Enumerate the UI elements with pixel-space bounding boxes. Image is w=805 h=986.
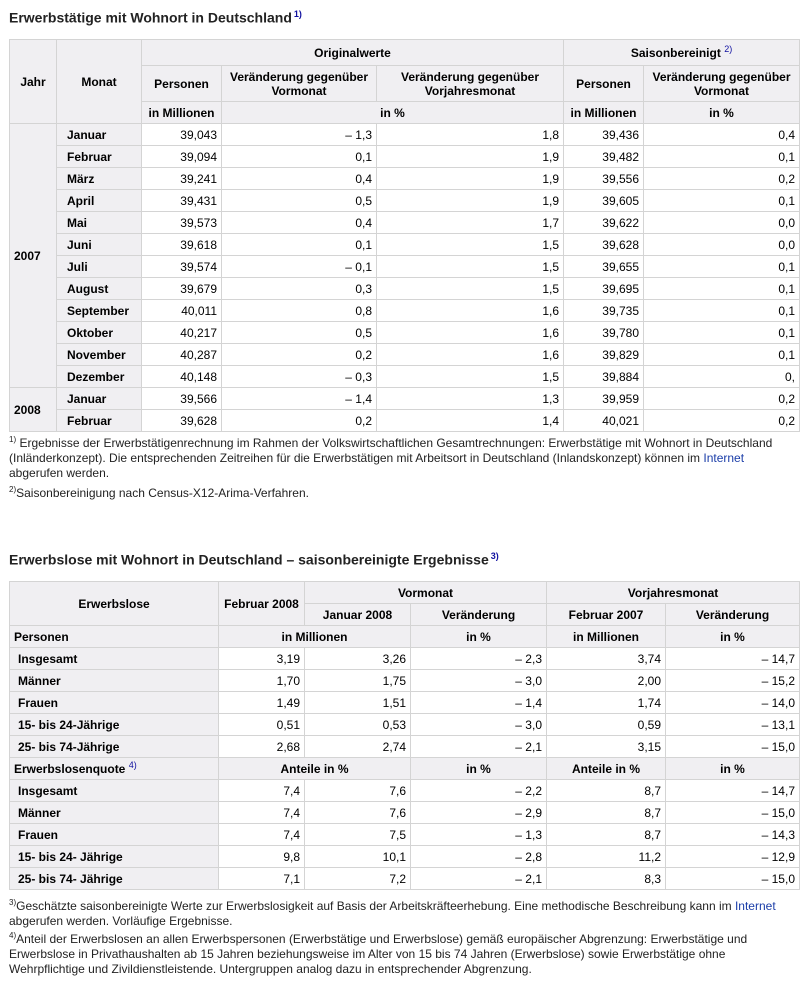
table-row [10,234,800,256]
cell-veraenderung-vorjahresmonat: – 12,9 [666,846,800,868]
cell-personen: 39,573 [142,212,222,234]
footnote-1-marker: 1) [9,435,17,444]
subheader-personen [10,626,800,648]
cell-februar-2008: 3,19 [219,648,305,670]
cell-februar-2007: 8,7 [547,802,666,824]
cell-personen-saisonbereinigt: 39,605 [564,190,644,212]
cell-februar-2007: 8,7 [547,824,666,846]
table-row [10,824,800,846]
cell-label: 25- bis 74-Jährige [10,736,219,758]
cell-veraenderung-saisonbereinigt: 0,0 [644,234,800,256]
header-saisonbereinigt-label: Saisonbereinigt [630,45,721,60]
section2-title-text: Erwerbslose mit Wohnort in Deutschland – saisonbereinigte Ergebnisse [9,551,489,568]
cell-veraenderung-vormonat: 0,2 [222,344,377,366]
cell-januar-2008: 7,2 [305,868,411,890]
cell-personen: 39,618 [142,234,222,256]
cell-veraenderung-vormonat: – 2,9 [411,802,547,824]
cell-veraenderung-saisonbereinigt: 0,1 [644,278,800,300]
cell-label: 15- bis 24- Jährige [10,846,219,868]
section2-title [9,551,499,568]
footnote-2 [9,486,799,501]
cell-januar-2008: 7,6 [305,802,411,824]
cell-monat: Januar [57,388,142,410]
cell-monat: März [57,168,142,190]
section1-title-footnote-marker: 1) [293,9,302,19]
subheader-erwerbslosenquote [10,758,800,780]
cell-personen-saisonbereinigt: 39,655 [564,256,644,278]
cell-februar-2008: 7,4 [219,824,305,846]
cell-februar-2008: 7,4 [219,802,305,824]
unit-prozent: in % [222,102,564,124]
unit-anteile-vorjahr: Anteile in % [547,758,666,780]
cell-februar-2008: 9,8 [219,846,305,868]
cell-personen-saisonbereinigt: 39,959 [564,388,644,410]
year-cell: 2008 [10,388,57,432]
employment-table [9,39,800,432]
cell-monat: Juni [57,234,142,256]
cell-januar-2008: 0,53 [305,714,411,736]
cell-veraenderung-vormonat: – 2,8 [411,846,547,868]
unit-prozent: in % [411,626,547,648]
footnote-3 [9,899,799,929]
cell-label: 25- bis 74- Jährige [10,868,219,890]
cell-monat: Oktober [57,322,142,344]
cell-februar-2008: 1,70 [219,670,305,692]
cell-personen: 39,628 [142,410,222,432]
cell-februar-2007: 8,3 [547,868,666,890]
cell-veraenderung-saisonbereinigt: 0,2 [644,410,800,432]
cell-veraenderung-vorjahresmonat: – 13,1 [666,714,800,736]
footnote-3-marker: 3) [9,898,17,907]
table-row [10,366,800,388]
cell-veraenderung-vormonat: – 1,3 [411,824,547,846]
cell-monat: Februar [57,146,142,168]
cell-veraenderung-vorjahresmonat: – 15,2 [666,670,800,692]
cell-veraenderung-vormonat: – 2,3 [411,648,547,670]
table-row [10,322,800,344]
cell-veraenderung-vormonat: – 3,0 [411,670,547,692]
cell-veraenderung-vorjahresmonat: – 15,0 [666,802,800,824]
cell-personen-saisonbereinigt: 39,628 [564,234,644,256]
cell-veraenderung-vorjahresmonat: 1,7 [377,212,564,234]
cell-veraenderung-saisonbereinigt: 0,1 [644,300,800,322]
cell-personen: 39,043 [142,124,222,146]
header-saisonbereinigt [564,40,800,66]
footnote-marker: 2) [724,43,733,54]
header-veraenderung-vormonat-saisonbereinigt: Veränderung gegenüber Vormonat [644,66,800,102]
cell-personen: 39,094 [142,146,222,168]
cell-monat: Juli [57,256,142,278]
unit-millionen-vorjahr: in Millionen [547,626,666,648]
cell-veraenderung-vorjahresmonat: 1,5 [377,234,564,256]
cell-monat: Mai [57,212,142,234]
header-personen: Personen [142,66,222,102]
cell-veraenderung-vorjahresmonat: – 14,0 [666,692,800,714]
cell-veraenderung-vorjahresmonat: – 14,7 [666,648,800,670]
cell-veraenderung-vormonat: 0,5 [222,322,377,344]
cell-personen: 40,287 [142,344,222,366]
cell-februar-2008: 2,68 [219,736,305,758]
footnote-1-text-end: abgerufen werden. [9,466,110,480]
cell-veraenderung-saisonbereinigt: 0, [644,366,800,388]
cell-veraenderung-vormonat: 0,8 [222,300,377,322]
header-februar-2007: Februar 2007 [547,604,666,626]
cell-januar-2008: 1,75 [305,670,411,692]
cell-veraenderung-vorjahresmonat: – 15,0 [666,736,800,758]
cell-personen-saisonbereinigt: 39,436 [564,124,644,146]
header-jahr: Jahr [10,40,57,124]
label-erwerbslosenquote [10,758,219,780]
unit-prozent: in % [411,758,547,780]
cell-veraenderung-vormonat: 0,2 [222,410,377,432]
cell-personen: 39,574 [142,256,222,278]
cell-personen: 39,431 [142,190,222,212]
table-row [10,410,800,432]
footnote-4-text: Anteil der Erwerbslosen an allen Erwerbspersonen (Erwerbstätige und Erwerbslose) gemäß europäischer Abgrenzung: Erwerbstätige und Erwerbslose in Privathaushalten ab 15 Jahren beziehungsweise im Alter von 15 bis 74 Jahren (Erwerbslose) sowie Erwerbstätige ohne Wehrpflichtige und Zivildienstleistende. Untergruppen analog dazu in entsprechender Abgrenzung. [9,932,748,976]
table-row [10,190,800,212]
cell-personen-saisonbereinigt: 40,021 [564,410,644,432]
footnote-3-text-end: abgerufen werden. Vorläufige Ergebnisse. [9,914,233,928]
cell-veraenderung-vorjahresmonat: – 14,3 [666,824,800,846]
cell-monat: Dezember [57,366,142,388]
cell-veraenderung-vorjahresmonat: 1,9 [377,168,564,190]
cell-label: Insgesamt [10,648,219,670]
cell-label: Männer [10,670,219,692]
year-cell: 2007 [10,124,57,388]
header-februar-2008: Februar 2008 [219,582,305,626]
header-personen-saisonbereinigt: Personen [564,66,644,102]
cell-veraenderung-saisonbereinigt: 0,2 [644,168,800,190]
cell-veraenderung-saisonbereinigt: 0,1 [644,190,800,212]
cell-februar-2007: 3,74 [547,648,666,670]
cell-veraenderung-vormonat: – 3,0 [411,714,547,736]
footnote-1 [9,436,799,481]
cell-veraenderung-vorjahresmonat: 1,6 [377,300,564,322]
table-row [10,692,800,714]
table-row [10,846,800,868]
cell-veraenderung-vorjahresmonat: 1,9 [377,190,564,212]
header-vorjahresmonat: Vorjahresmonat [547,582,800,604]
footnote-2-text: Saisonbereinigung nach Census-X12-Arima-Verfahren. [16,486,309,500]
cell-label: 15- bis 24-Jährige [10,714,219,736]
cell-januar-2008: 2,74 [305,736,411,758]
label-personen: Personen [10,626,219,648]
cell-veraenderung-saisonbereinigt: 0,1 [644,256,800,278]
table-row [10,714,800,736]
cell-januar-2008: 3,26 [305,648,411,670]
header-veraenderung-vormonat: Veränderung gegenüber Vormonat [222,66,377,102]
cell-januar-2008: 1,51 [305,692,411,714]
cell-monat: April [57,190,142,212]
cell-veraenderung-vormonat: – 1,4 [411,692,547,714]
table-row [10,780,800,802]
table-row [10,648,800,670]
cell-veraenderung-vormonat: 0,1 [222,146,377,168]
unit-prozent-vorjahr: in % [666,626,800,648]
table-row [10,146,800,168]
cell-veraenderung-saisonbereinigt: 0,4 [644,124,800,146]
table-row [10,802,800,824]
cell-januar-2008: 10,1 [305,846,411,868]
cell-veraenderung-vorjahresmonat: 1,9 [377,146,564,168]
header-veraenderung-vorjahresmonat: Veränderung gegenüber Vorjahresmonat [377,66,564,102]
header-veraenderung-vorjahresmonat: Veränderung [666,604,800,626]
cell-februar-2007: 0,59 [547,714,666,736]
cell-personen-saisonbereinigt: 39,829 [564,344,644,366]
cell-veraenderung-vorjahresmonat: 1,6 [377,344,564,366]
cell-veraenderung-vormonat: 0,3 [222,278,377,300]
cell-personen: 39,566 [142,388,222,410]
cell-veraenderung-vormonat: – 2,2 [411,780,547,802]
cell-monat: September [57,300,142,322]
cell-februar-2008: 7,4 [219,780,305,802]
cell-veraenderung-vormonat: – 2,1 [411,868,547,890]
cell-monat: Januar [57,124,142,146]
table-row [10,124,800,146]
cell-februar-2007: 3,15 [547,736,666,758]
cell-veraenderung-saisonbereinigt: 0,0 [644,212,800,234]
table-row [10,168,800,190]
cell-veraenderung-saisonbereinigt: 0,1 [644,322,800,344]
internet-link-1[interactable]: Internet [703,451,745,465]
cell-personen-saisonbereinigt: 39,482 [564,146,644,168]
cell-veraenderung-saisonbereinigt: 0,2 [644,388,800,410]
cell-veraenderung-vormonat: – 1,3 [222,124,377,146]
table-row [10,388,800,410]
cell-veraenderung-vormonat: 0,4 [222,168,377,190]
cell-label: Männer [10,802,219,824]
unemployment-table [9,581,800,890]
cell-veraenderung-vormonat: 0,1 [222,234,377,256]
cell-veraenderung-vorjahresmonat: 1,5 [377,366,564,388]
table-row [10,736,800,758]
table-row [10,212,800,234]
cell-februar-2008: 7,1 [219,868,305,890]
header-veraenderung-vormonat: Veränderung [411,604,547,626]
cell-monat: Februar [57,410,142,432]
header-januar-2008: Januar 2008 [305,604,411,626]
table-row [10,344,800,366]
label-erwerbslosenquote-text: Erwerbslosenquote [14,761,126,776]
cell-veraenderung-vorjahresmonat: 1,5 [377,256,564,278]
cell-veraenderung-vorjahresmonat: 1,6 [377,322,564,344]
cell-veraenderung-vorjahresmonat: – 15,0 [666,868,800,890]
cell-januar-2008: 7,6 [305,780,411,802]
cell-veraenderung-vorjahresmonat: 1,3 [377,388,564,410]
internet-link-2[interactable]: Internet [734,899,776,913]
cell-veraenderung-saisonbereinigt: 0,1 [644,146,800,168]
unit-millionen: in Millionen [219,626,411,648]
cell-monat: November [57,344,142,366]
section1-title-text: Erwerbstätige mit Wohnort in Deutschland [9,9,292,26]
cell-februar-2007: 1,74 [547,692,666,714]
table-row [10,278,800,300]
cell-personen: 39,679 [142,278,222,300]
cell-personen-saisonbereinigt: 39,695 [564,278,644,300]
section2-title-footnote-marker: 3) [490,551,499,561]
header-vormonat: Vormonat [305,582,547,604]
table-row [10,868,800,890]
cell-personen-saisonbereinigt: 39,556 [564,168,644,190]
cell-personen: 40,011 [142,300,222,322]
unit-millionen-saisonbereinigt: in Millionen [564,102,644,124]
header-monat: Monat [57,40,142,124]
cell-personen: 40,148 [142,366,222,388]
cell-veraenderung-vormonat: – 2,1 [411,736,547,758]
unit-millionen: in Millionen [142,102,222,124]
footnote-4 [9,932,799,977]
cell-februar-2007: 2,00 [547,670,666,692]
cell-veraenderung-vorjahresmonat: 1,5 [377,278,564,300]
cell-veraenderung-vorjahresmonat: – 14,7 [666,780,800,802]
unit-prozent-vorjahr: in % [666,758,800,780]
table-row [10,256,800,278]
cell-veraenderung-vorjahresmonat: 1,8 [377,124,564,146]
cell-januar-2008: 7,5 [305,824,411,846]
unit-prozent-saisonbereinigt: in % [644,102,800,124]
cell-label: Frauen [10,824,219,846]
footnote-3-text: Geschätzte saisonbereinigte Werte zur Erwerbslosigkeit auf Basis der Arbeitskräfteerhebung. Eine methodische Beschreibung kann im [16,899,735,913]
cell-veraenderung-vormonat: 0,4 [222,212,377,234]
header-originalwerte: Originalwerte [142,40,564,66]
cell-veraenderung-vormonat: – 0,3 [222,366,377,388]
footnote-2-marker: 2) [9,485,17,494]
footnote-marker: 4) [128,759,137,770]
cell-februar-2007: 11,2 [547,846,666,868]
cell-veraenderung-vormonat: – 0,1 [222,256,377,278]
cell-personen: 40,217 [142,322,222,344]
table-row [10,300,800,322]
cell-veraenderung-saisonbereinigt: 0,1 [644,344,800,366]
cell-februar-2008: 0,51 [219,714,305,736]
cell-februar-2007: 8,7 [547,780,666,802]
cell-label: Insgesamt [10,780,219,802]
cell-veraenderung-vormonat: – 1,4 [222,388,377,410]
table-row [10,670,800,692]
cell-personen-saisonbereinigt: 39,735 [564,300,644,322]
cell-veraenderung-vorjahresmonat: 1,4 [377,410,564,432]
cell-personen-saisonbereinigt: 39,622 [564,212,644,234]
cell-februar-2008: 1,49 [219,692,305,714]
cell-label: Frauen [10,692,219,714]
header-erwerbslose: Erwerbslose [10,582,219,626]
cell-personen-saisonbereinigt: 39,780 [564,322,644,344]
cell-personen-saisonbereinigt: 39,884 [564,366,644,388]
cell-personen: 39,241 [142,168,222,190]
unit-anteile: Anteile in % [219,758,411,780]
footnote-4-marker: 4) [9,931,17,940]
footnote-1-text: Ergebnisse der Erwerbstätigenrechnung im Rahmen der Volkswirtschaftlichen Gesamtrechnungen: Erwerbstätige mit Wohnort in Deutschland (Inländerkonzept). Die entsprechenden Zeitreihen für die Erwerbstätigen mit Arbeitsort in Deutschland (Inlandskonzept) können im [9,436,773,465]
cell-monat: August [57,278,142,300]
cell-veraenderung-vormonat: 0,5 [222,190,377,212]
section1-title [9,9,302,26]
